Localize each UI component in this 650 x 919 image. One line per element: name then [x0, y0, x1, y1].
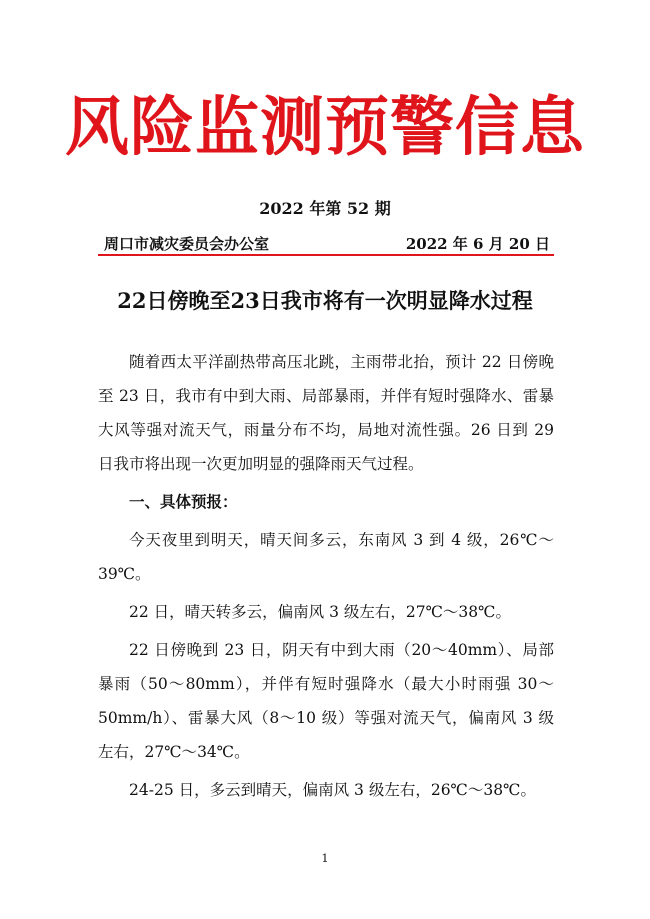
forecast-paragraph: 22 日，晴天转多云，偏南风 3 级左右，27℃～38℃。 — [129, 603, 511, 621]
document-headline: 22日傍晚至23日我市将有一次明显降水过程 — [117, 288, 533, 313]
forecast-paragraph: 今天夜里到明天，晴天间多云，东南风 3 到 4 级，26℃～39℃。 — [98, 531, 554, 583]
masthead-title: 风险监测预警信息 — [65, 90, 585, 165]
issue-date: 2022 年 6 月 20 日 — [405, 235, 550, 253]
page-number: 1 — [321, 852, 329, 865]
forecast-paragraph: 22 日傍晚到 23 日，阴天有中到大雨（20～40mm）、局部暴雨（50～80mm），并伴有短时强降水（最大小时雨强 30～50mm/h）、雷暴大风（8～10 级）等强对流天气，偏南风 3 级 左右，27℃～34℃。 — [98, 641, 554, 761]
intro-paragraph: 随着西太平洋副热带高压北跳，主雨带北抬，预计 22 日傍晚至 23 日，我市有中到大雨、局部暴雨，并伴有短时强降水、雷暴大风等强对流天气，雨量分布不均，局地对流性强。26 日到 29 日我市将出现一次更加明显的强降雨天气过程。 — [98, 353, 554, 473]
issuer-organization: 周口市减灾委员会办公室 — [104, 235, 270, 253]
document-body — [98, 345, 554, 811]
issuer-line — [100, 233, 552, 255]
red-divider — [98, 254, 554, 256]
issue-number: 2022 年第 52 期 — [259, 199, 391, 218]
forecast-paragraph: 24-25 日，多云到晴天，偏南风 3 级左右，26℃～38℃。 — [129, 781, 536, 799]
section-heading-forecast: 一、具体预报： — [129, 492, 238, 511]
